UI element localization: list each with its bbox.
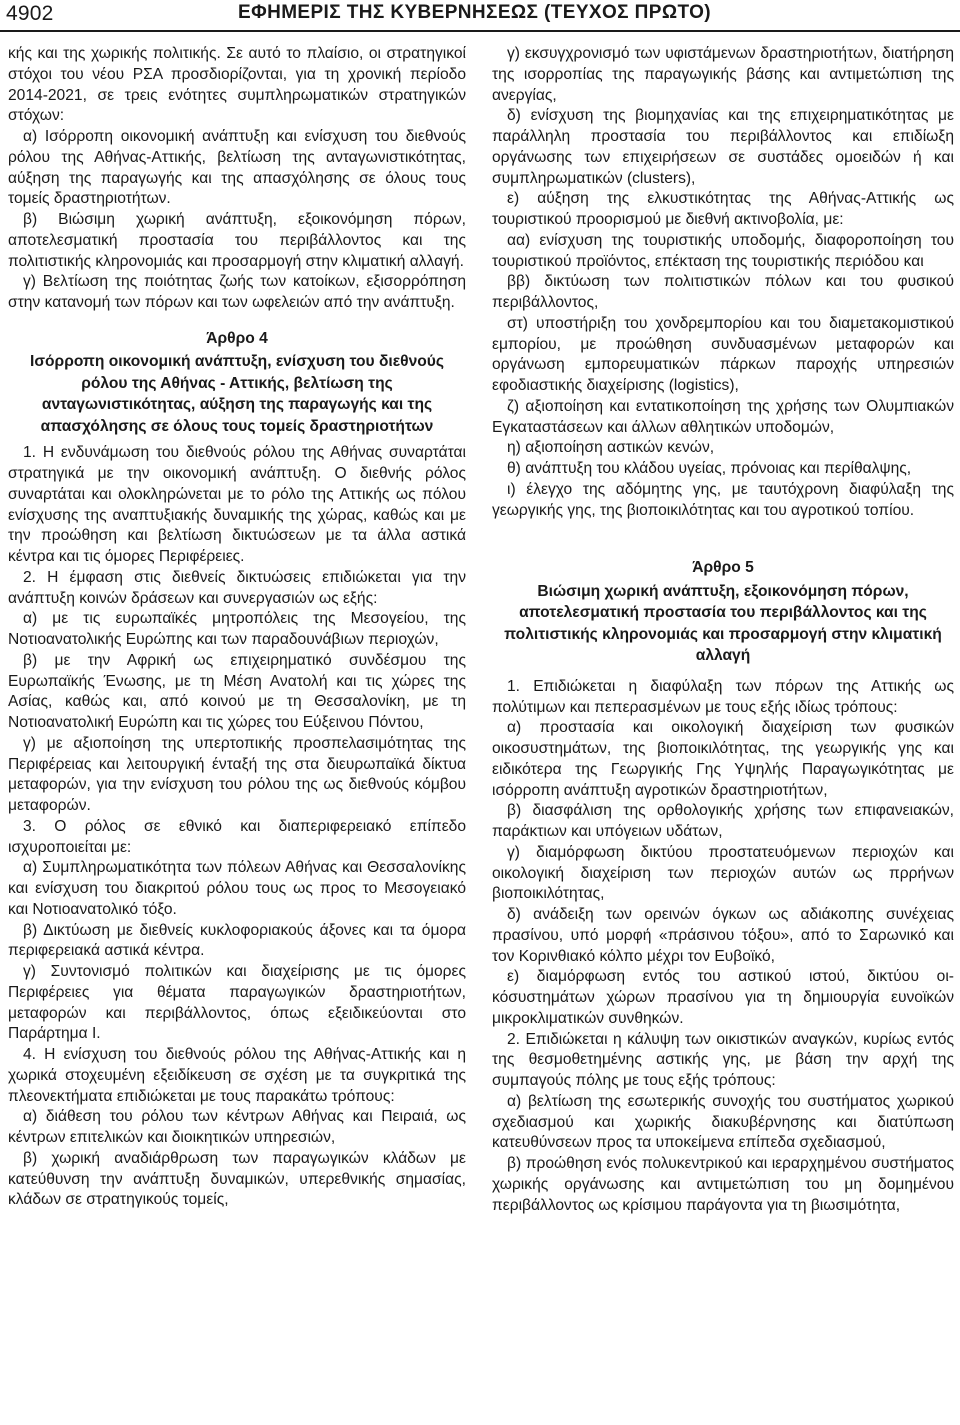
article-4-item-z: ζ) αξιοποίηση και εντατικοποίηση της χρήσης των Ολυμπιακών Εγκαταστάσεων και άλλων αθλητικών υποδομών, xyxy=(492,397,954,436)
article-4-item-th: θ) ανάπτυξη του κλάδου υγείας, πρόνοιας και περίθαλψης, xyxy=(507,460,912,477)
article-5-paragraph-1a: α) προστασία και οικολογική διαχείριση των φυσικών οικοσυστημάτων, της βιοποικιλότητας, της γεωργικής γης και ειδικότερα της Γεωργικής Γης Υψηλής Παραγωγικότητας με ισόρροπη ανάπτυξη αγροτικών δραστηριοτήτων, xyxy=(492,719,954,799)
article-5-paragraph-1e: ε) διαμόρφωση εντός του αστικού ιστού, δικτύου οικόσυστημάτων χώρων πρασίνου για τη δημιουργία ευνοϊκών μικροκλιματικών συνθηκών. xyxy=(492,968,954,1027)
page-number: 4902 xyxy=(6,2,54,25)
article-4-paragraph-4b: β) χωρική αναδιάρθρωση των παραγωγικών κλάδων με κατεύθυνση την ανάπτυξη δυναμικών, υπερεθνικής σημασίας, κλάδων σε στρατηγικούς τομείς, xyxy=(8,1149,466,1209)
article-4-paragraph-2b: β) με την Αφρική ως επιχειρηματικό συνδέσμου της Ευρωπαϊκής Ένωσης, με τη Μέση Ανατολή και τις χώρες της Ασίας, καθώς και, από κοινού με τη Θεσσαλονίκη, με τη Νοτιοανατολική Ευρώπη και τις χώρες του Εύξεινου Πόντου, xyxy=(8,651,466,731)
article-4-paragraph-4: 4. Η ενίσχυση του διεθνούς ρόλου της Αθήνας-Αττικής και η χωρικά στοχευμένη εξειδίκευση σε σχέση με τα συγκριτικά της πλεονεκτήματα επιδιώκεται με τους παρακάτω τρόπους: xyxy=(8,1046,466,1105)
article-4-paragraph-3c: γ) Συντονισμό πολιτικών και διαχείρισης με τις όμορες Περιφέρειες για θέματα παραγωγικών δραστηριοτήτων, μεταφορών και περιβάλλοντος, όπως εξειδικεύονται στο Παράρτημα Ι. xyxy=(8,963,466,1043)
article-4-item-e: ε) αύξηση της ελκυστικότητας της Αθήνας-Αττικής ως τουριστικού προορισμού με διεθνή ακτινοβολία, με: xyxy=(492,190,954,228)
gazette-title: ΕΦΗΜΕΡΙΣ ΤΗΣ ΚΥΒΕΡΝΗΣΕΩΣ (ΤΕΥΧΟΣ ΠΡΩΤΟ) xyxy=(238,2,712,23)
article-4-item-i: η) αξιοποίηση αστικών κενών, xyxy=(507,439,715,457)
page-header xyxy=(0,0,960,30)
article-4-paragraph-1: 1. Η ενδυνάμωση του διεθνούς ρόλου της Αθήνας συναρτάται στρατηγικά με την οικονομική ανάπτυξη. Ο διεθνής ρόλος συναρτάται και ολοκληρώνεται με το ρόλο της Αττικής ως πόλου ενίσχυσης της αναπτυξιακής δυναμικής της χώρας, καθώς και με την προώθηση και βελτίωση δικτυώσεων με τα άλλα αστικά κέντρα και τις όμορες Περιφέρειες. xyxy=(8,444,466,565)
article-4-item-iota: ι) έλεγχο της αδόμητης γης, με ταυτόχρονη διαφύλαξη της γεωργικής γης, της βιοποικιλότητας και του αγροτικού τοπίου. xyxy=(492,480,954,519)
article-5-number: Άρθρο 5 xyxy=(692,559,754,577)
article-4-item-d: δ) ενίσχυση της βιομηχανίας και της επιχειρηματικότητας με παράλληλη προστασία του περιβάλλοντος και επιδίωξη οργάνωσης των επιχειρήσεων σε συστάδες ομοειδών ή και συμπληρωματικών (clusters), xyxy=(492,107,954,187)
article-5-paragraph-2b: β) προώθηση ενός πολυκεντρικού και ιεραρχημένου συστήματος χωρικής οργάνωσης και αντιμετώπιση του μη δομημένου περιβάλλοντος ως κρίσιμου παράγοντα για τη βιωσιμότητα, xyxy=(492,1155,954,1214)
article-4-paragraph-3a: α) Συμπληρωματικότητα των πόλεων Αθήνας και Θεσσαλονίκης και ενίσχυση του διακριτού ρόλου τους ως προς το Μεσογειακό και Νοτιοανατολικό τόξο. xyxy=(8,859,466,918)
strategic-goal-b: β) Βιώσιμη χωρική ανάπτυξη, εξοικονόμηση πόρων, αποτελεσματική προστασία του περιβάλλοντος και της πολιτιστικής κληρονομιάς και προσαρμογή στην κλιματική αλλαγή. xyxy=(8,211,466,270)
article-4-paragraph-4a: α) διάθεση του ρόλου των κέντρων Αθήνας και Πειραιά, ως κέντρων επιτελικών και διοικητικών υπηρεσιών, xyxy=(8,1108,466,1146)
article-5-paragraph-1b: β) διασφάλιση της ορθολογικής χρήσης των επιφανειακών, παράκτιων και υπόγειων υδάτων, xyxy=(492,802,954,840)
left-column xyxy=(8,44,466,1211)
article-4-item-e-bb: ββ) δικτύωση των πολιτιστικών πόλων και του φυσικού περιβάλλοντος, xyxy=(492,273,954,311)
article-5-paragraph-1d: δ) ανάδειξη των ορεινών όγκων ως αδιάκοπης συνέχειας πρασίνου, υπό μορφή «πράσινου τόξου», από το Σαρωνικό και τον Κορινθιακό κόλπο μέχρι τον Ευβοϊκό, xyxy=(492,906,954,965)
article-5-paragraph-2: 2. Επιδιώκεται η κάλυψη των οικιστικών αναγκών, κυρίως εντός της θεσμοθετημένης αστικής γης, με βάση την αρχή της συμπαγούς πόλης με τους εξής τρόπους: xyxy=(492,1030,954,1089)
article-5-paragraph-1c: γ) διαμόρφωση δικτύου προστατευόμενων περιοχών και οικολογική διαχείριση των περιοχών αυτών ως πρρήνων βιοποικιλότητας, xyxy=(492,843,954,903)
article-4-item-c: γ) εκσυγχρονισμό των υφιστάμενων δραστηριοτήτων, διατήρηση της ισορροπίας της παραγωγικής βάσης και αντιμετώπιση της ανεργίας, xyxy=(492,45,954,104)
article-4-paragraph-2c: γ) με αξιοποίηση της υπερτοπικής προσπελασιμότητας της Περιφέρειας και λειτουργική ένταξή της στα διευρωπαϊκά δίκτυα μεταφορών, για την ενίσχυση του ρόλου της ως διεθνούς κόμβου μεταφορών. xyxy=(8,734,466,814)
article-4-paragraph-3: 3. Ο ρόλος σε εθνικό και διαπεριφερειακό επίπεδο ισχυροποιείται με: xyxy=(8,817,466,856)
article-4-paragraph-3b: β) Δικτύωση με διεθνείς κυκλοφοριακούς άξονες και τα όμορα περιφερειακά αστικά κέντρα. xyxy=(8,921,466,960)
article-4-item-e-aa: αα) ενίσχυση της τουριστικής υποδομής, διαφοροποίηση του τουριστικού προϊόντος, επέκταση της τουριστικής περιόδου και xyxy=(492,231,954,270)
article-4-paragraph-2: 2. Η έμφαση στις διεθνείς δικτυώσεις επιδιώκεται για την ανάπτυξη κοινών δράσεων και συνεργασιών ως εξής: xyxy=(8,568,466,607)
strategic-goal-a: α) Ισόρροπη οικονομική ανάπτυξη και ενίσχυση του διεθνούς ρόλου της Αθήνας-Αττικής, βελτίωση της ανταγωνιστικότητας, αύξηση της παραγωγής και της απασχόλησης σε όλους τους τομείς δραστηριοτήτων. xyxy=(8,128,466,208)
strategic-goal-c: γ) Βελτίωση της ποιότητας ζωής των κατοίκων, εξισορρόπηση στην κατανομή των πόρων και των ωφελειών από την ανάπτυξη. xyxy=(8,273,466,311)
header-rule xyxy=(0,30,960,32)
article-4-item-st: στ) υποστήριξη του χονδρεμπορίου και του διαμετακομιστικού εμπορίου, με προώθηση συνδυασμένων μεταφορών και οργάνωση εμπορευματικών πάρκων παροχής υπηρεσιών εφοδιαστικής διαχείρισης (logistics), xyxy=(492,314,954,394)
intro-paragraph: κής και της χωρικής πολιτικής. Σε αυτό το πλαίσιο, οι στρατηγικοί στόχοι του νέου ΡΣΑ προσδιορίζονται, για τη χρονική περίοδο 2014-2021, σε τρεις ενότητες συμπληρωματικών στρατηγικών στόχων: xyxy=(8,45,466,125)
article-5-paragraph-1: 1. Επιδιώκεται η διαφύλαξη των πόρων της Αττικής ως πολύτιμων και πεπερασμένων με τους εξής ιδίως τρόπους: xyxy=(492,677,954,716)
article-5-paragraph-2a: α) βελτίωση της εσωτερικής συνοχής του συστήματος χωρικού σχεδιασμού και χωρικής διακυβέρνησης και διατύπωση κατευθύνσεων προς τα υποκείμενα επίπεδα σχεδιασμού, xyxy=(492,1092,954,1152)
article-4-paragraph-2a: α) με τις ευρωπαϊκές μητροπόλεις της Μεσογείου, της Νοτιοανατολικής Ευρώπης και των παραδουνάβιων περιοχών, xyxy=(8,610,466,648)
article-4-title: Ισόρροπη οικονομική ανάπτυξη, ενίσχυση του διεθνούς ρόλου της Αθήνας - Αττικής, βελτίωση της ανταγωνιστικότητας, αύξηση της παραγωγής και της απασχόλησης σε όλους τους τομείς δραστηριοτήτων xyxy=(30,353,444,435)
article-4-number: Άρθρο 4 xyxy=(206,329,268,347)
right-column xyxy=(492,44,954,1216)
article-5-title: Βιώσιμη χωρική ανάπτυξη, εξοικονόμηση πόρων, αποτελεσματική προστασία του περιβάλλοντος και της πολιτιστικής κληρονομιάς και προσαρμογή στην κλιματική αλλαγή xyxy=(504,582,942,665)
